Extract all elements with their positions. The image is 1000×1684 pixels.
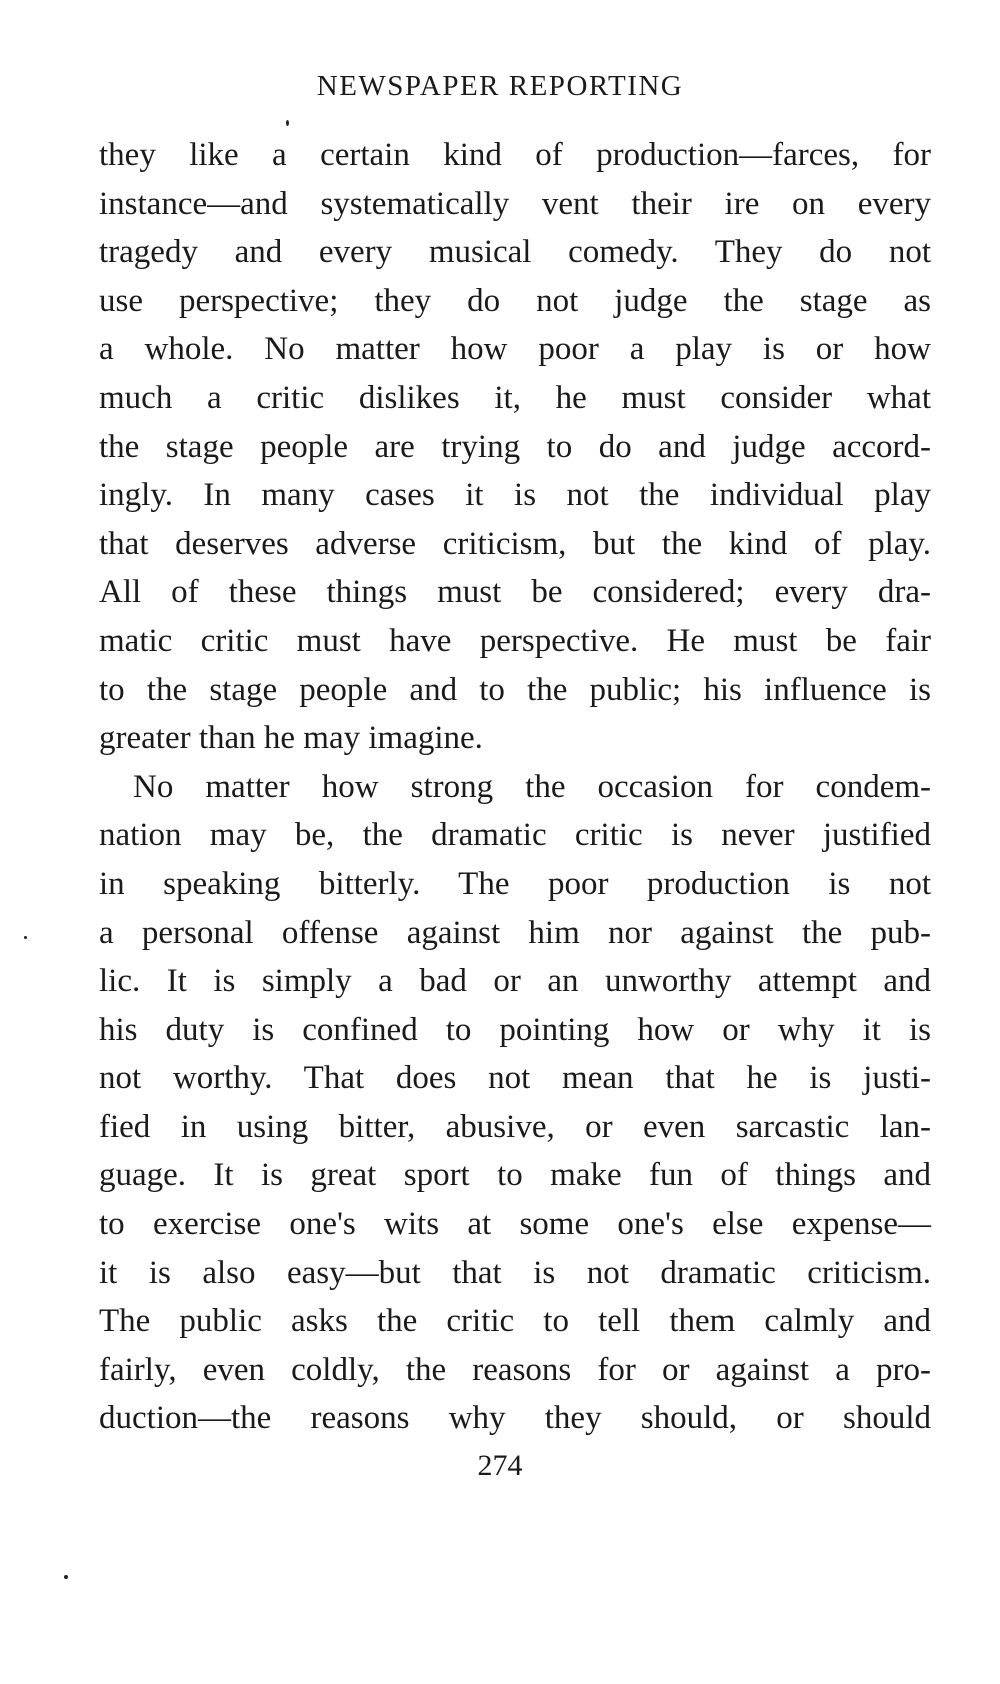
paragraph <box>99 763 931 1443</box>
text-line: matic critic must have perspective. He must be fair <box>99 622 931 659</box>
text-line: that deserves adverse criticism, but the kind of play. <box>99 525 931 562</box>
ink-speck <box>24 936 27 939</box>
text-line: No matter how strong the occasion for condem- <box>133 768 931 805</box>
text-line: they like a certain kind of production—farces, for <box>99 137 931 173</box>
text-line: fairly, even coldly, the reasons for or against a pro- <box>99 1351 931 1388</box>
text-line: the stage people are trying to do and judge accord- <box>99 428 931 465</box>
text-line: duction—the reasons why they should, or should <box>99 1400 931 1437</box>
text-line: greater than he may imagine. <box>99 720 483 757</box>
text-line: lic. It is simply a bad or an unworthy attempt and <box>99 963 931 1000</box>
ink-speck <box>286 120 289 126</box>
text-line: instance—and systematically vent their ire on every <box>99 185 931 222</box>
text-line: a personal offense against him nor against the pub- <box>99 914 931 951</box>
text-line: to exercise one's wits at some one's else expense— <box>99 1206 931 1243</box>
text-line: his duty is confined to pointing how or why it is <box>99 1011 931 1048</box>
text-line: guage. It is great sport to make fun of things and <box>99 1157 931 1194</box>
text-line: to the stage people and to the public; his influence is <box>99 671 931 708</box>
text-line: The public asks the critic to tell them calmly and <box>99 1303 931 1340</box>
text-line: All of these things must be considered; every dra- <box>99 574 931 611</box>
text-line: use perspective; they do not judge the stage as <box>99 282 931 319</box>
text-line: ingly. In many cases it is not the individual play <box>99 477 931 514</box>
text-line: fied in using bitter, abusive, or even sarcastic lan- <box>99 1108 931 1145</box>
page-number: 274 <box>477 1449 523 1482</box>
running-head: NEWSPAPER REPORTING <box>316 70 684 102</box>
paragraph <box>99 131 931 763</box>
text-line: in speaking bitterly. The poor production is not <box>99 865 931 902</box>
text-line: not worthy. That does not mean that he is justi- <box>99 1060 931 1097</box>
text-line: tragedy and every musical comedy. They do not <box>99 234 931 271</box>
text-line: a whole. No matter how poor a play is or how <box>99 331 931 368</box>
ink-speck <box>64 1575 68 1579</box>
text-line: nation may be, the dramatic critic is never justified <box>99 817 931 854</box>
text-line: much a critic dislikes it, he must consider what <box>99 379 931 416</box>
text-line: it is also easy—but that is not dramatic criticism. <box>99 1254 931 1291</box>
body-text <box>99 131 931 1443</box>
